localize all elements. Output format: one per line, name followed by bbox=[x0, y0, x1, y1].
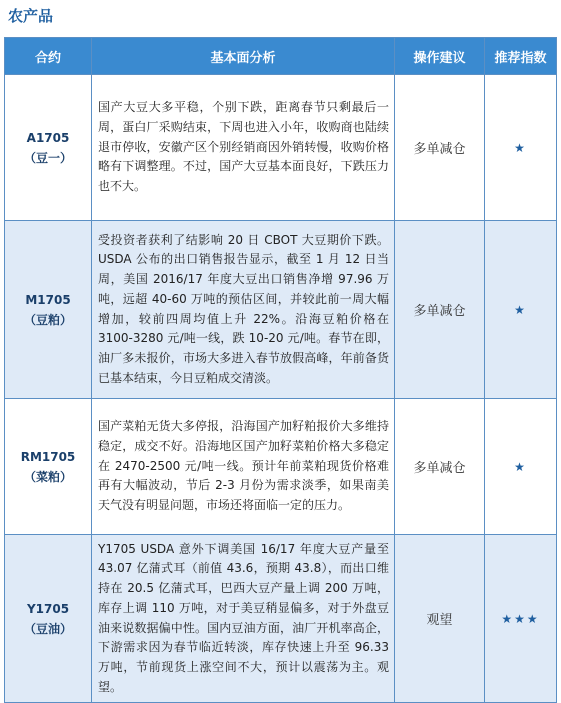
section-title: 农产品 bbox=[8, 7, 54, 25]
rating-stars: ★ bbox=[485, 75, 557, 221]
header-rating: 推荐指数 bbox=[485, 38, 557, 75]
rating-stars: ★ bbox=[485, 221, 557, 399]
contract-code: A1705 bbox=[26, 130, 70, 145]
advice-text: 多单减仓 bbox=[395, 399, 485, 535]
header-analysis: 基本面分析 bbox=[92, 38, 395, 75]
table-row bbox=[5, 75, 557, 221]
contract-code: Y1705 bbox=[26, 601, 70, 616]
contract-name: （豆粕） bbox=[23, 312, 72, 327]
contract-name: （菜粕） bbox=[23, 469, 72, 484]
contract-code: RM1705 bbox=[20, 449, 76, 464]
table-header-row bbox=[5, 38, 557, 75]
advice-text: 多单减仓 bbox=[395, 75, 485, 221]
analysis-text: 国产菜粕无货大多停报，沿海国产加籽粕报价大多维持稳定，成交不好。沿海地区国产加籽菜粕价格大多稳定在 2470-2500 元/吨一线。预计年前菜粕现货价格难再有大幅波动，节后 2-3 月份为需求淡季，如果南美天气没有明显问题，市场还将面临一定的压力。 bbox=[92, 399, 395, 535]
contract-cell bbox=[5, 75, 92, 221]
contract-cell bbox=[5, 535, 92, 703]
agri-products-table bbox=[4, 37, 557, 703]
table-row bbox=[5, 535, 557, 703]
header-contract: 合约 bbox=[5, 38, 92, 75]
contract-code: M1705 bbox=[25, 292, 71, 307]
contract-cell bbox=[5, 221, 92, 399]
table-row bbox=[5, 221, 557, 399]
contract-name: （豆油） bbox=[23, 621, 72, 636]
analysis-text: 受投资者获利了结影响 20 日 CBOT 大豆期价下跌。USDA 公布的出口销售报告显示，截至 1 月 12 日当周，美国 2016/17 年度大豆出口销售净增 97.96 万吨，远超 40-60 万吨的预估区间，并较此前一周大幅增加，较前四周均值上升 22%。沿海豆粕价格在 3100-3280 元/吨一线，跌 10-20 元/吨。春节在即，油厂多未报价，市场大多进入春节放假高峰，年前备货已基本结束，今日豆粕成交清淡。 bbox=[92, 221, 395, 399]
analysis-text: Y1705 USDA 意外下调美国 16/17 年度大豆产量至 43.07 亿蒲式耳（前值 43.6，预期 43.8），而出口维持在 20.5 亿蒲式耳，巴西大豆产量上调 200 万吨，库存上调 110 万吨，对于美豆稍显偏多，对于外盘豆油来说数据偏中性。国内豆油方面，油厂开机率高企，下游需求因为春节临近转淡，库存快速上升至 96.33 万吨，节前现货上涨空间不大，预计以震荡为主。观望。 bbox=[92, 535, 395, 703]
header-advice: 操作建议 bbox=[395, 38, 485, 75]
advice-text: 观望 bbox=[395, 535, 485, 703]
contract-cell bbox=[5, 399, 92, 535]
advice-text: 多单减仓 bbox=[395, 221, 485, 399]
rating-stars: ★ bbox=[485, 399, 557, 535]
contract-name: （豆一） bbox=[23, 150, 72, 165]
analysis-text: 国产大豆大多平稳，个别下跌，距离春节只剩最后一周，蛋白厂采购结束，下周也进入小年，收购商也陆续退市停收，安徽产区个别经销商因外销转慢，收购价格略有下调整理。不过，国产大豆基本面良好，下跌压力也不大。 bbox=[92, 75, 395, 221]
rating-stars: ★★★ bbox=[485, 535, 557, 703]
table-row bbox=[5, 399, 557, 535]
